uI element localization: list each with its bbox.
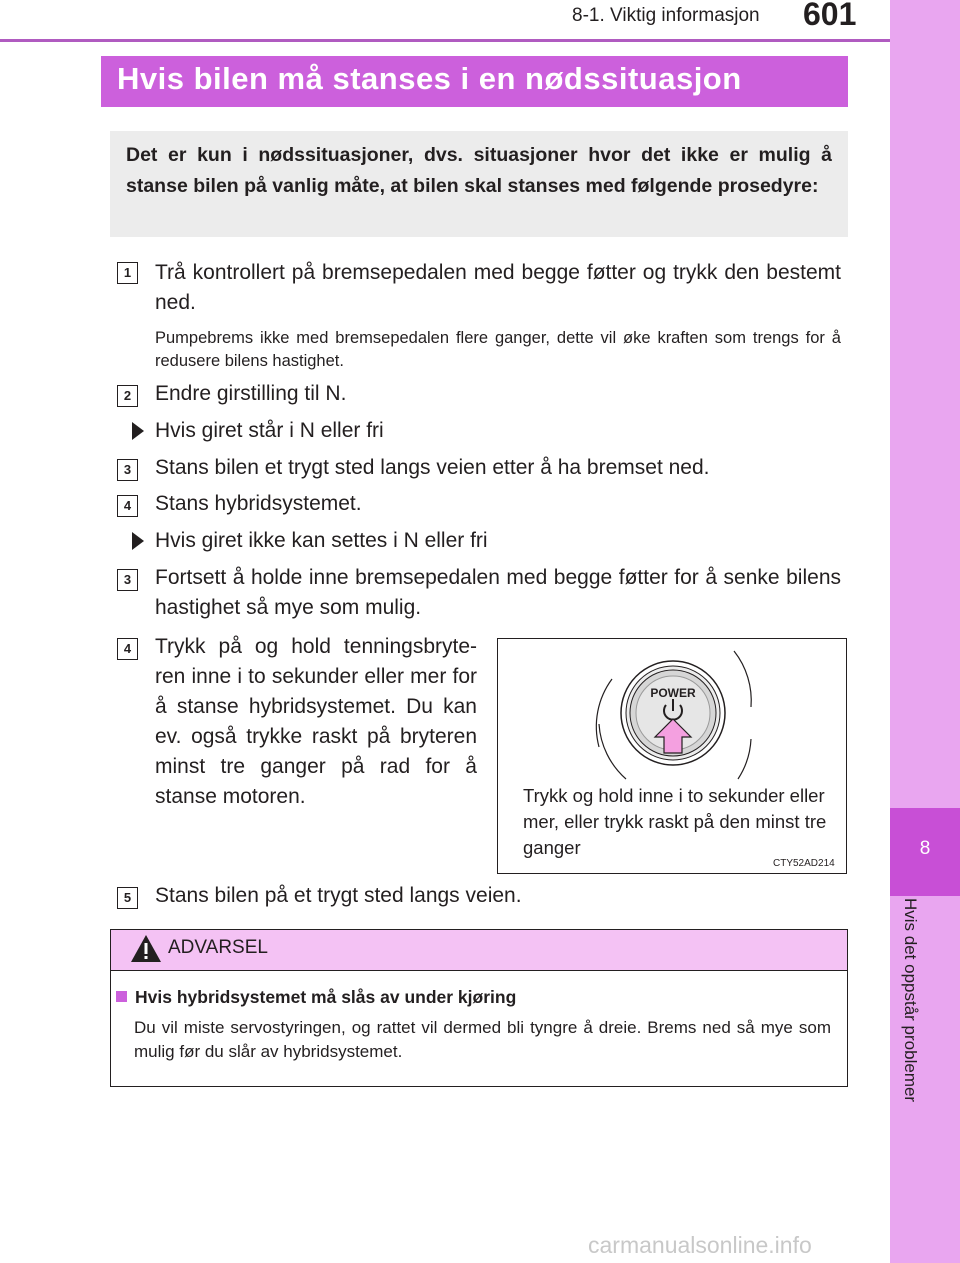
warning-body: Du vil miste servostyringen, og rattet vil dermed bli tyngre å dreie. Brems ned så mye som mulig før du slår av hybridsystemet. [134,1018,831,1061]
section-header: 8-1. Viktig informasjon [572,5,760,26]
step-text: Stans hybridsystemet. [155,492,362,515]
chapter-title-label: Hvis det oppstår problemer [901,898,920,1103]
step-note: Pumpebrems ikke med bremsepedalen flere ganger, dette vil øke kraften som trengs for å redusere bilens hastighet. [155,329,841,370]
step-badge: 3 [117,569,138,591]
chapter-title [895,898,925,1148]
step-badge: 4 [117,638,138,660]
warning-icon [130,934,162,963]
page-title: Hvis bilen må stanses i en nødssituasjon [117,61,742,96]
step-text: Stans bilen et trygt sted langs veien etter å ha bremset ned. [155,456,710,479]
bullet-square-icon [116,991,127,1002]
condition-heading: Hvis giret står i N eller fri [155,419,384,442]
step-badge: 3 [117,459,138,481]
warning-subtitle: Hvis hybridsystemet må slås av under kjøring [135,987,517,1007]
watermark: carmanualsonline.info [588,1232,812,1258]
step-text: Fortsett å holde inne bremsepedalen med begge føtter for å senke bilens hastighet så mye som mulig. [155,566,841,619]
step-text: Trå kontrollert på bremsepedalen med begge føtter og trykk den bestemt ned. [155,261,841,314]
step-badge: 1 [117,262,138,284]
condition-arrow-icon [132,532,144,550]
step-text: Endre girstilling til N. [155,382,347,405]
header-rule [0,39,890,42]
power-button-label: POWER [650,686,696,700]
intro-text: Det er kun i nødssituasjoner, dvs. situasjoner hvor det ikke er mulig å stanse bilen på vanlig måte, at bilen skal stanses med følgende prosedyre: [126,144,832,197]
figure-code: CTY52AD214 [773,858,835,869]
condition-heading: Hvis giret ikke kan settes i N eller fri [155,529,488,552]
figure-caption: Trykk og hold inne i to sekunder eller mer, eller trykk raskt på den minst tre ganger [523,785,827,858]
step-text: Stans bilen på et trygt sted langs veien. [155,884,522,907]
step-badge: 2 [117,385,138,407]
step-text: Trykk på og hold tenningsbryte-ren inne i to sekunder eller mer for å stanse hybridsystemet. Du kan ev. også trykke raskt på bryteren minst tre ganger på rad for å stanse motoren. [155,635,477,808]
condition-arrow-icon [132,422,144,440]
page-number: 601 [803,0,857,32]
step-badge: 4 [117,495,138,517]
warning-title: ADVARSEL [168,937,268,958]
chapter-number: 8 [919,838,931,859]
step-badge: 5 [117,887,138,909]
